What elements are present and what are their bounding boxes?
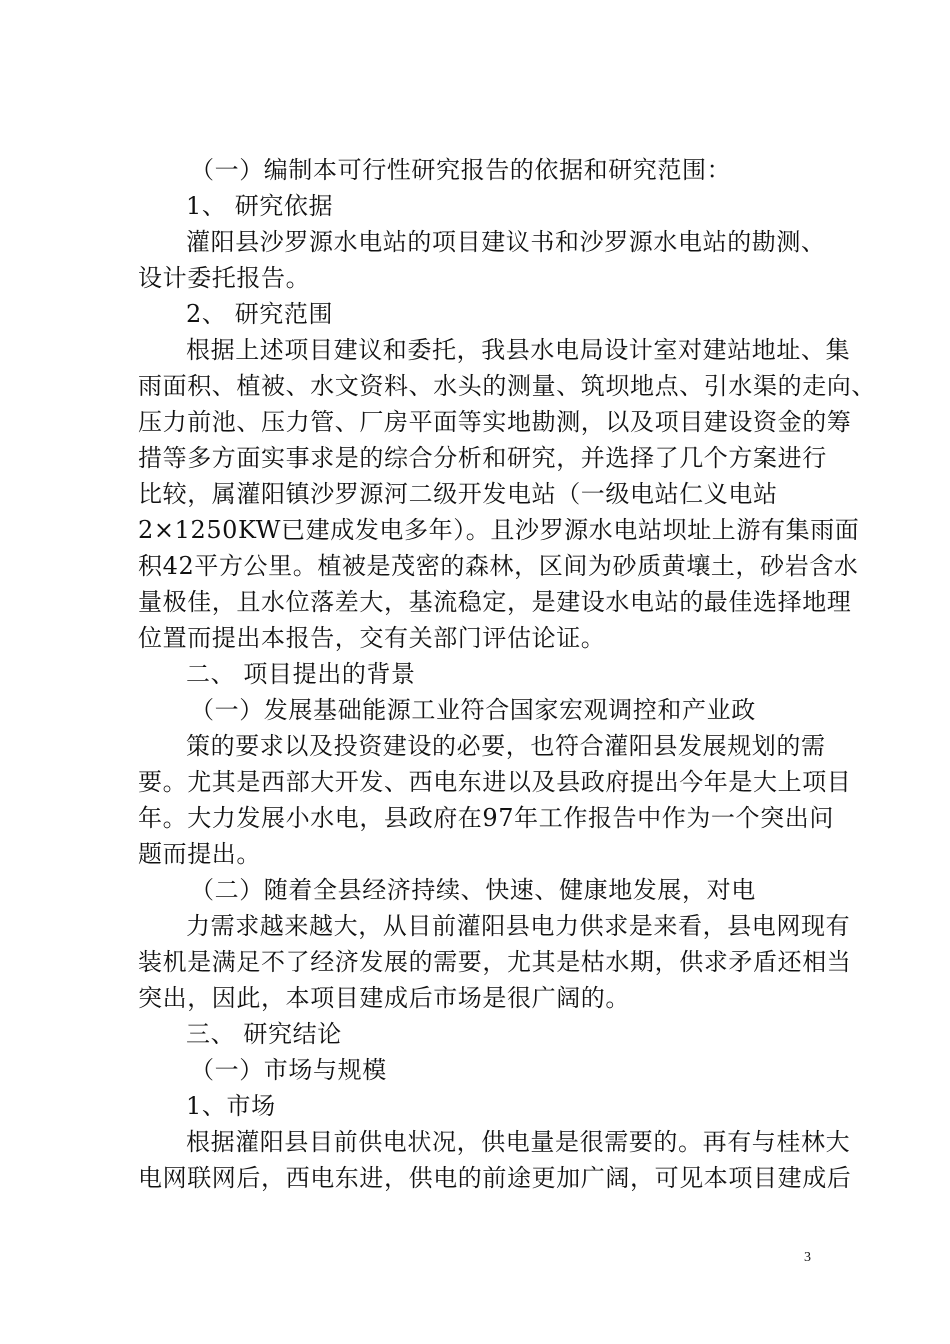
paragraph-line: 灌阳县沙罗源水电站的项目建议书和沙罗源水电站的勘测、 bbox=[186, 228, 826, 256]
paragraph-line: 雨面积、植被、水文资料、水头的测量、筑坝地点、引水渠的走向、 bbox=[138, 372, 876, 400]
paragraph-line: 根据上述项目建议和委托，我县水电局设计室对建站地址、集 bbox=[186, 336, 851, 364]
paragraph-line: 力需求越来越大，从目前灌阳县电力供求是来看，县电网现有 bbox=[186, 912, 851, 940]
subsection-heading: （二）随着全县经济持续、快速、健康地发展，对电 bbox=[190, 876, 756, 904]
paragraph-line: 积42平方公里。植被是茂密的森林，区间为砂质黄壤土，砂岩含水 bbox=[138, 552, 859, 580]
paragraph-line: 比较，属灌阳镇沙罗源河二级开发电站（一级电站仁义电站 bbox=[138, 480, 778, 508]
paragraph-line: 突出，因此，本项目建成后市场是很广阔的。 bbox=[138, 984, 630, 1012]
paragraph-line: 电网联网后，西电东进，供电的前途更加广阔，可见本项目建成后 bbox=[138, 1164, 852, 1192]
section-heading: （一）编制本可行性研究报告的依据和研究范围： bbox=[190, 156, 732, 184]
paragraph-line: 设计委托报告。 bbox=[138, 264, 311, 292]
document-body bbox=[138, 152, 876, 1196]
paragraph-line: 量极佳，且水位落差大，基流稳定，是建设水电站的最佳选择地理 bbox=[138, 588, 852, 616]
paragraph-line: 装机是满足不了经济发展的需要，尤其是枯水期，供求矛盾还相当 bbox=[138, 948, 852, 976]
paragraph-line: 策的要求以及投资建设的必要，也符合灌阳县发展规划的需 bbox=[186, 732, 826, 760]
paragraph-line: 根据灌阳县目前供电状况，供电量是很需要的。再有与桂林大 bbox=[186, 1128, 851, 1156]
paragraph-line: 措等多方面实事求是的综合分析和研究，并选择了几个方案进行 bbox=[138, 444, 827, 472]
subsection-heading: （一）发展基础能源工业符合国家宏观调控和产业政 bbox=[190, 696, 756, 724]
subsection-heading: 1、 研究依据 bbox=[186, 192, 334, 220]
paragraph-line: 位置而提出本报告，交有关部门评估论证。 bbox=[138, 624, 606, 652]
section-heading: 三、 研究结论 bbox=[186, 1020, 342, 1048]
page-number: 3 bbox=[804, 1250, 811, 1265]
subsection-heading: 2、 研究范围 bbox=[186, 300, 334, 328]
section-heading: 二、 项目提出的背景 bbox=[186, 660, 416, 688]
subsection-heading: 1、市场 bbox=[186, 1092, 276, 1120]
paragraph-line: 2×1250KW已建成发电多年）。且沙罗源水电站坝址上游有集雨面 bbox=[138, 516, 860, 544]
subsection-heading: （一）市场与规模 bbox=[190, 1056, 387, 1084]
paragraph-line: 题而提出。 bbox=[138, 840, 261, 868]
paragraph-line: 压力前池、压力管、厂房平面等实地勘测，以及项目建设资金的筹 bbox=[138, 408, 852, 436]
paragraph-line: 年。大力发展小水电，县政府在97年工作报告中作为一个突出问 bbox=[138, 804, 834, 832]
paragraph-line: 要。尤其是西部大开发、西电东进以及县政府提出今年是大上项目 bbox=[138, 768, 852, 796]
